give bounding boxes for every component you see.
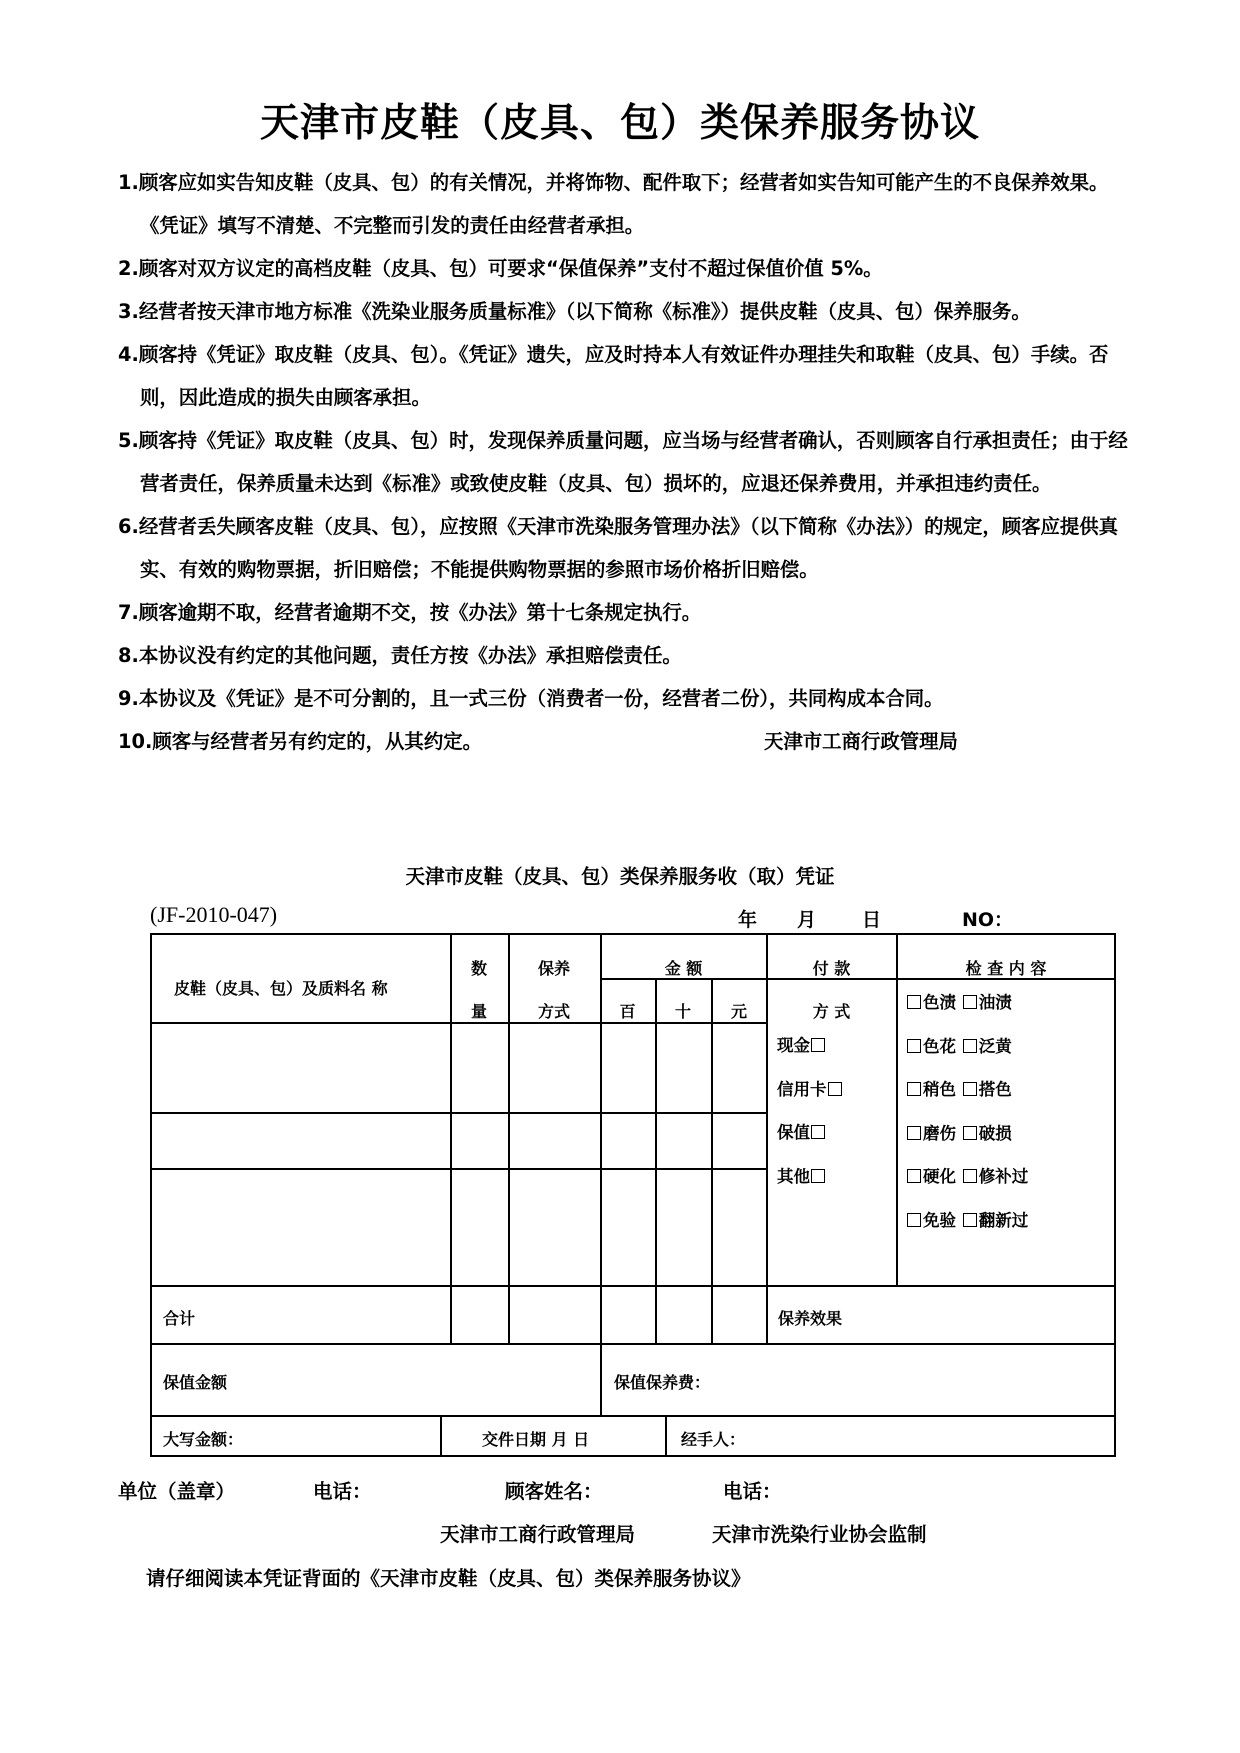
- clause-1: 1.顾客应如实告知皮鞋（皮具、包）的有关情况，并将饰物、配件取下；经营者如实告知可能产生的不良保养效果。《凭证》填写不清楚、不完整而引发的责任由经营者承担。: [118, 171, 1109, 237]
- inspection-checklist: [906, 981, 1028, 1242]
- check-damage[interactable]: [963, 1126, 977, 1140]
- item-name-header: 皮鞋（皮具、包）及质料名 称: [174, 979, 388, 998]
- check-row: 免验 翻新过: [906, 1199, 1028, 1243]
- check-abrasion[interactable]: [907, 1126, 921, 1140]
- col-divider-handler: [665, 1415, 667, 1455]
- payment-options: [777, 1024, 844, 1198]
- check-row: 色花 泛黄: [906, 1025, 1028, 1069]
- insured-fee-label: 保值保养费：: [614, 1373, 711, 1392]
- col-divider-inspect: [896, 933, 898, 1285]
- check-row: 硬化 修补过: [906, 1155, 1028, 1199]
- col-divider-method: [508, 933, 510, 1343]
- check-hardened[interactable]: [907, 1169, 921, 1183]
- date-day-label: 日: [862, 909, 882, 931]
- payment-header-bottom: 方 式: [812, 1002, 851, 1021]
- col-divider-qty: [450, 933, 452, 1343]
- payment-option-other[interactable]: 其他: [777, 1155, 844, 1199]
- amount-yuan-header: 元: [730, 1002, 747, 1021]
- row-divider-4: [150, 1343, 1116, 1345]
- method-header-top: 保养: [537, 959, 570, 978]
- amount-ten-header: 十: [674, 1002, 691, 1021]
- table-border-top: [150, 933, 1116, 935]
- handler-label: 经手人：: [681, 1430, 746, 1449]
- check-row: 稍色 搭色: [906, 1068, 1028, 1112]
- payment-option-cash[interactable]: 现金: [777, 1024, 844, 1068]
- clause-2: 2.顾客对双方议定的高档皮鞋（皮具、包）可要求“保值保养”支付不超过保值价值 5%。: [118, 257, 883, 280]
- cash-checkbox[interactable]: [811, 1038, 825, 1052]
- check-color-stain[interactable]: [907, 995, 921, 1009]
- check-color-transfer[interactable]: [963, 1082, 977, 1096]
- delivery-date-label: 交件日期 月 日: [482, 1430, 590, 1449]
- inspection-header: 检 查 内 容: [965, 959, 1047, 978]
- clause-10-line: [118, 720, 1136, 763]
- issuer-association: 天津市洗染行业协会监制: [712, 1523, 927, 1546]
- row-divider-2: [150, 1168, 767, 1170]
- col-divider-ten: [655, 978, 657, 1343]
- payment-option-card[interactable]: 信用卡: [777, 1068, 844, 1112]
- check-oil-stain[interactable]: [963, 995, 977, 1009]
- amount-hundred-header: 百: [619, 1002, 636, 1021]
- clause-5: 5.顾客持《凭证》取皮鞋（皮具、包）时，发现保养质量问题，应当场与经营者确认，否则顾客自行承担责任；由于经营者责任，保养质量未达到《标准》或致使皮鞋（皮具、包）损坏的，应退还保养费用，并承担违约责任。: [118, 429, 1128, 495]
- payment-option-insured[interactable]: 保值: [777, 1111, 844, 1155]
- insured-amount-label: 保值金额: [163, 1373, 228, 1392]
- row-divider-5: [150, 1415, 1116, 1417]
- check-slight-color[interactable]: [907, 1082, 921, 1096]
- insured-checkbox[interactable]: [811, 1125, 825, 1139]
- customer-name-label: 顾客姓名：: [505, 1480, 603, 1503]
- check-color-blotch[interactable]: [907, 1039, 921, 1053]
- voucher-table: [150, 933, 1116, 1457]
- clause-3: 3.经营者按天津市地方标准《洗染业服务质量标准》（以下简称《标准》）提供皮鞋（皮具、包）保养服务。: [118, 300, 1031, 323]
- table-border-left: [150, 933, 152, 1457]
- clause-9: 9.本协议及《凭证》是不可分割的，且一式三份（消费者一份，经营者二份），共同构成本合同。: [118, 687, 944, 710]
- row-divider-3: [150, 1285, 1116, 1287]
- date-year-label: 年: [738, 909, 758, 931]
- clause-4: 4.顾客持《凭证》取皮鞋（皮具、包）。《凭证》遗失，应及时持本人有效证件办理挂失和取鞋（皮具、包）手续。否则，因此造成的损失由顾客承担。: [118, 343, 1109, 409]
- col-divider-delivery: [440, 1415, 442, 1455]
- row-divider-1: [150, 1112, 767, 1114]
- method-header-bottom: 方式: [537, 1002, 570, 1021]
- reading-notice: 请仔细阅读本凭证背面的《天津市皮鞋（皮具、包）类保养服务协议》: [146, 1567, 751, 1590]
- col-divider-pay: [766, 933, 768, 1343]
- table-border-right: [1114, 933, 1116, 1457]
- header-bottom-line: [150, 1022, 767, 1024]
- check-row: 磨伤 破损: [906, 1112, 1028, 1156]
- check-yellowing[interactable]: [963, 1039, 977, 1053]
- unit-stamp-label: 单位（盖章）: [118, 1480, 236, 1503]
- date-month-label: 月: [797, 909, 817, 931]
- serial-number-label: NO：: [962, 909, 1014, 931]
- issuer-bureau: 天津市工商行政管理局: [440, 1523, 636, 1546]
- care-effect-label: 保养效果: [778, 1309, 843, 1328]
- payment-header-top: 付 款: [812, 959, 851, 978]
- agreement-title: 天津市皮鞋（皮具、包）类保养服务协议: [259, 101, 980, 146]
- agreement-clauses: [118, 161, 1136, 763]
- check-refurbished[interactable]: [963, 1213, 977, 1227]
- clause-10: 10.顾客与经营者另有约定的，从其约定。: [118, 730, 482, 753]
- total-label: 合计: [163, 1309, 196, 1328]
- clause-8: 8.本协议没有约定的其他问题，责任方按《办法》承担赔偿责任。: [118, 644, 682, 667]
- clause-7: 7.顾客逾期不取，经营者逾期不交，按《办法》第十七条规定执行。: [118, 601, 702, 624]
- qty-header-top: 数: [470, 959, 487, 978]
- form-code: (JF-2010-047): [150, 902, 278, 927]
- shop-phone-label: 电话：: [313, 1480, 372, 1503]
- qty-header-bottom: 量: [470, 1002, 487, 1021]
- other-checkbox[interactable]: [811, 1169, 825, 1183]
- customer-phone-label: 电话：: [723, 1480, 782, 1503]
- check-row: 色渍 油渍: [906, 981, 1028, 1025]
- authority-signature: 天津市工商行政管理局: [764, 730, 958, 753]
- voucher-title: 天津市皮鞋（皮具、包）类保养服务收（取）凭证: [405, 865, 835, 888]
- table-border-bottom: [150, 1455, 1116, 1457]
- amount-header: 金 额: [664, 959, 703, 978]
- clause-6: 6.经营者丢失顾客皮鞋（皮具、包），应按照《天津市洗染服务管理办法》（以下简称《办法》）的规定，顾客应提供真实、有效的购物票据，折旧赔偿；不能提供购物票据的参照市场价格折旧赔偿。: [118, 515, 1119, 581]
- capital-amount-label: 大写金额：: [163, 1430, 244, 1449]
- col-divider-yuan: [711, 978, 713, 1343]
- check-exempt[interactable]: [907, 1213, 921, 1227]
- check-repaired[interactable]: [963, 1169, 977, 1183]
- card-checkbox[interactable]: [828, 1082, 842, 1096]
